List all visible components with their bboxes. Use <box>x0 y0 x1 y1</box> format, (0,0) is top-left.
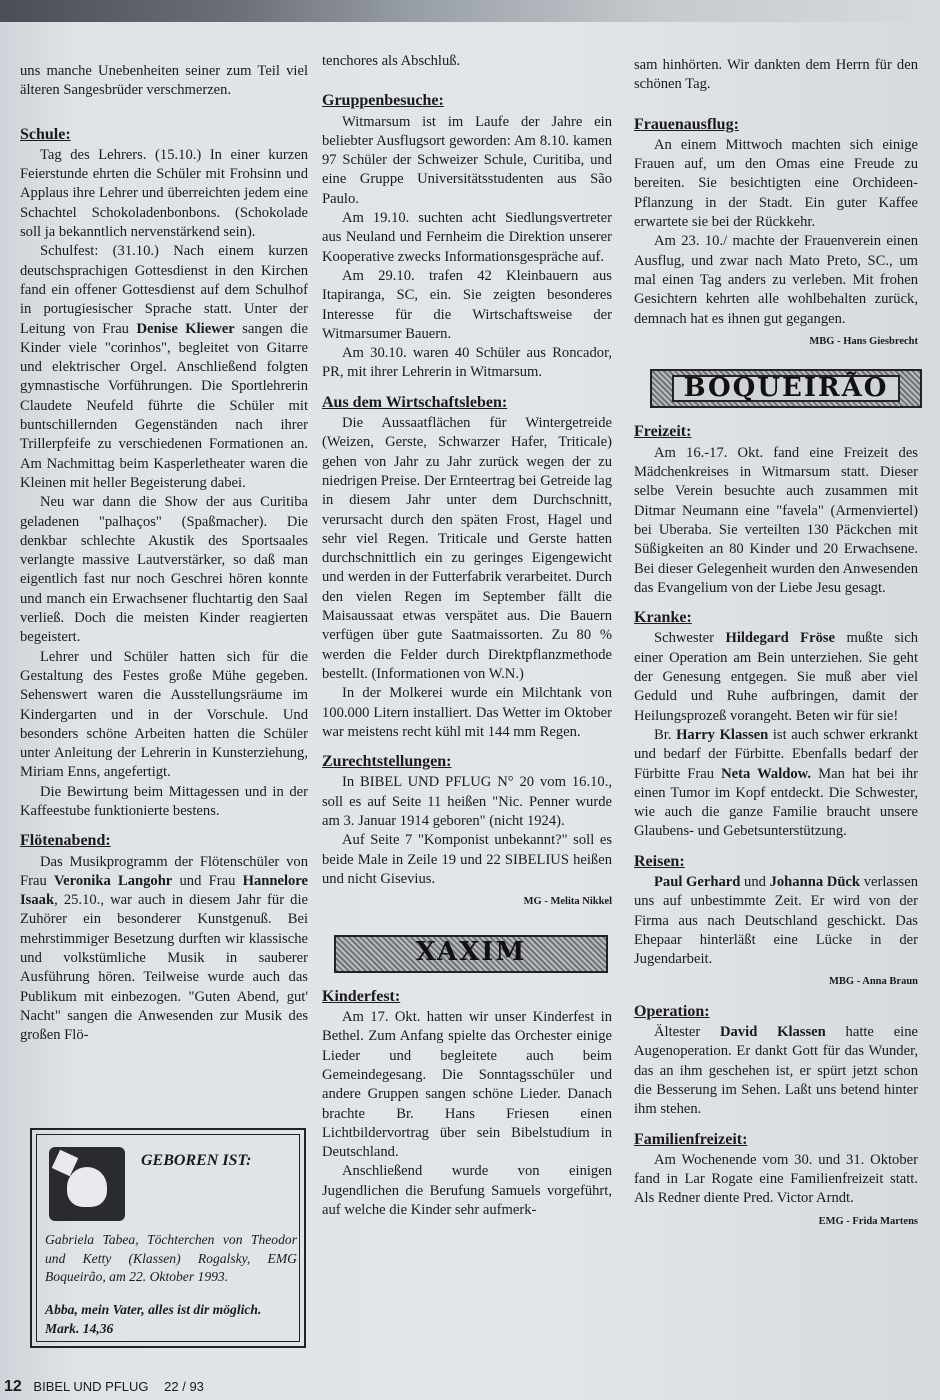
paragraph: Paul Gerhard und Johanna Dück verlassen uns auf unbestimmte Zeit. Er wird von der Firma aus nach Deutschland geschickt. Das Ehepaar hinterläßt eine Lücke in der Jugendarbeit. <box>634 873 918 968</box>
paragraph: Br. Harry Klassen ist auch schwer erkrankt und bedarf der Fürbitte. Ebenfalls bedarf der Fürbitte Frau Neta Waldow. Man hat bei ihr einen Tumor im Kopf entdeckt. Die Schwester, wie auch die ganze Familie braucht unsere Glaubens- und Gebetsunterstützung. <box>634 726 918 840</box>
author-signature: MBG - Hans Giesbrecht <box>809 335 918 347</box>
paragraph: Schwester Hildegard Fröse mußte sich einer Operation am Bein unterziehen. Sie geht der Genesung entgegen. Sie muß aber viel Geduld und Ruhe aufbringen, damit der Heilungsprozeß vorangeht. Beten wir für sie! <box>634 630 918 724</box>
birth-announcement-title: GEBOREN IST: <box>141 1152 252 1169</box>
person-name: Harry Klassen <box>676 726 769 743</box>
birth-announcement-text: Gabriela Tabea, Töchterchen von Theodor und Ketty (Klassen) Rogalsky, EMG Boqueirão, am 22. Oktober 1993. <box>45 1232 297 1284</box>
paragraph: Tag des Lehrers. (15.10.) In einer kurzen Feierstunde ehrten die Schüler mit Frohsinn und Applaus ihre Lehrer und überreichten jedem eine Schachtel Schokoladenbonbons. (Schokolade soll ja bekanntlich nervenstärkend sein). <box>20 146 308 241</box>
section-heading-reisen: Reisen: <box>634 852 685 870</box>
column-left <box>20 62 308 1046</box>
paragraph: In BIBEL UND PFLUG N° 20 vom 16.10., soll es auf Seite 11 heißen "Nic. Penner wurde am 3. Januar 1914 geboren" (nicht 1924). <box>322 774 612 829</box>
paragraph: Ältester David Klassen hatte eine Augenoperation. Er dankt Gott für das Wunder, das an ihm geschehen ist, er spürt jetzt schon die Besserung im Sehen. Laßt uns betend hinter ihm stehen. <box>634 1024 918 1118</box>
author-signature: EMG - Frida Martens <box>818 1215 918 1227</box>
person-name: Johanna Dück <box>769 873 861 890</box>
paragraph: Schulfest: (31.10.) Nach einem kurzen deutschsprachigen Gottesdienst in den Kirchen fand ein offener Gottesdienst auf dem Schulhof in portugiesischer Sprache statt. Unter der Leitung von Frau Denise Kliewer sangen die Kinder viele "corinhos", begleitet von Gitarre und elektrischer Orgel. Anschließend folgten gymnastische Vorführungen. Die Sportlehrerin Claudete Neufeld führte die Schüler mit buntschillernden Gegenständen nach ihrer Trillerpfeife zu verschiedenen Formationen an. Am Nachmittag beim Kasperletheater waren die Kleinen mit heller Begeisterung dabei. <box>20 243 308 491</box>
page-footer <box>4 1378 204 1396</box>
author-signature: MG - Melita Nikkel <box>523 896 612 908</box>
paragraph: Am Wochenende vom 30. und 31. Oktober fand in Lar Rogate eine Familienfreizeit statt. Als Redner diente Pred. Victor Arndt. <box>634 1151 918 1207</box>
paragraph: Am 30.10. waren 40 Schüler aus Roncador, PR, mit ihrer Lehrerin in Witmarsum. <box>322 345 612 381</box>
section-heading-schule: Schule: <box>20 125 71 143</box>
paragraph: Auf Seite 7 "Komponist unbekannt?" soll es beide Male in Zeile 19 und 22 SIBELIUS heißen und nicht Gisevius. <box>322 832 612 887</box>
paragraph: In der Molkerei wurde ein Milchtank von 100.000 Litern installiert. Das Wetter im Oktober war meistens recht kühl mit 144 mm Regen. <box>322 685 612 740</box>
page-top-edge <box>0 0 940 22</box>
person-name: Paul Gerhard <box>654 873 741 890</box>
paragraph: Das Musikprogramm der Flötenschüler von Frau Veronika Langohr und Frau Hannelore Isaak, 25.10., war auch in diesem Jahr für die Zuhörer ein besonderer Kunstgenuß. Bei mehrstimmiger Besetzung durften wir klassische und volkstümliche Musik in sauberer Ausführung hören. Teilweise wurde auch das Publikum mit einbezogen. "Guten Abend, gut' Nacht" sangen die Anwesenden zur Musik des großen Flö- <box>20 853 308 1044</box>
section-heading-wirtschaftsleben: Aus dem Wirtschaftsleben: <box>322 393 508 411</box>
person-name: Hannelore Isaak <box>20 872 308 909</box>
birth-announcement-frame <box>36 1134 300 1342</box>
section-heading-operation: Operation: <box>634 1002 710 1020</box>
section-heading-floetenabend: Flötenabend: <box>20 832 111 850</box>
paragraph: Am 19.10. suchten acht Siedlungsvertreter aus Neuland und Fernheim die Direktion unserer Kooperative zwecks Informationsgespräche auf. <box>322 210 612 265</box>
paragraph: Am 29.10. trafen 42 Kleinbauern aus Itapiranga, SC, ein. Sie zeigten besonderes Interesse für die Wirtschaftsweise der Witmarsumer Bauern. <box>322 267 612 342</box>
section-heading-kranke: Kranke: <box>634 609 692 627</box>
section-heading-familienfreizeit: Familienfreizeit: <box>634 1130 748 1148</box>
paragraph: Am 16.-17. Okt. fand eine Freizeit des Mädchenkreises in Witmarsum statt. Dieser selbe Verein besuchte auch zusammen mit Ditmar Neumann eine "favela" (Armenviertel) bei Uberaba. Sie verteilten 130 Päckchen mit Süßigkeiten an 80 Kinder und 20 Erwachsene. Bei dieser Gelegenheit wurden den Anwesenden das Evangelium von der Liebe Jesu gesagt. <box>634 444 918 596</box>
region-banner-boqueirao: BOQUEIRÃO <box>650 369 922 408</box>
paragraph: sam hinhörten. Wir dankten dem Herrn für den schönen Tag. <box>634 57 918 93</box>
stork-icon <box>49 1147 125 1221</box>
column-right <box>634 56 918 1231</box>
section-heading-gruppenbesuche: Gruppenbesuche: <box>322 92 444 110</box>
paragraph: Am 17. Okt. hatten wir unser Kinderfest in Bethel. Zum Anfang spielte das Orchester einige Lieder und begleitete auch beim Gemeindegesang. Die Sonntagsschüler und andere Gruppen sangen schöne Lieder. Danach brachte Br. Hans Friesen einen Lichtbildervortrag über sein Bibelstudium in Deutschland. <box>322 1009 612 1161</box>
person-name: David Klassen <box>720 1024 826 1041</box>
author-signature: MBG - Anna Braun <box>829 976 918 988</box>
paragraph: An einem Mittwoch machten sich einige Frauen auf, um den Omas eine Freude zu bereiten. Sie besichtigten eine Orchideen-Pflanzung in der Stadt. Ein guter Kaffee erwartete sie bei der Rückkehr. <box>634 136 918 231</box>
section-heading-zurechtstellungen: Zurechtstellungen: <box>322 753 452 771</box>
paragraph: Die Aussaatflächen für Wintergetreide (Weizen, Gerste, Schwarzer Hafer, Triticale) gehen von Jahr zu Jahr zurück wegen der zu niedrigen Preise. Der Ernteertrag bei Getreide lag in diesem Jahr unter dem Durchschnitt, verursacht durch den späten Frost, Hagel und sehr viel Regen. Triticale und Gerste hatten durchschnittlich ein zu geringes Eigengewicht und werden in der Futterfabrik verarbeitet. Durch den vielen Regen im September fällt die Maisaussaat etwas verspätet aus. Die Bauern verfügen über gute Saatmaissorten. Zu 80 % werden die Felder durch Direktpflanzmethode bestellt. (Informationen von W.N.) <box>322 415 612 682</box>
paragraph: Neu war dann die Show der aus Curitiba geladenen "palhaços" (Spaßmacher). Die denkbar schlechte Akustik des Sportsaales verlangte massive Lautverstärker, so daß man eigentlich fast nur noch Geschrei hören konnte und manch ein Erwachsener fluchtartig den Saal verließ. Doch die meisten Kinder reagierten begeistert. <box>20 494 308 646</box>
paragraph: Anschließend wurde von einigen Jugendlichen die Berufung Samuels vorgeführt, auf welche die Kinder sehr aufmerk- <box>322 1163 612 1219</box>
person-name: Hildegard Fröse <box>725 630 836 647</box>
paragraph: Lehrer und Schüler hatten sich für die Gestaltung des Festes große Mühe gegeben. Sehenswert waren die Ausstellungsräume im Kindergarten und in der Vorschule. Und besonders schöne Arbeiten hatten die Schüler unter Anleitung der Lehrerin in Kunsterziehung, Miriam Enns, angefertigt. <box>20 648 308 781</box>
bible-verse: Abba, mein Vater, alles ist dir möglich. Mark. 14,36 <box>45 1302 262 1336</box>
section-heading-frauenausflug: Frauenausflug: <box>634 115 739 133</box>
paragraph: Die Bewirtung beim Mittagessen und in der Kaffeestube funktionierte bestens. <box>20 783 308 819</box>
page-number: 12 <box>4 1378 22 1395</box>
section-heading-kinderfest: Kinderfest: <box>322 987 401 1005</box>
person-name: Veronika Langohr <box>53 872 173 889</box>
person-name: Neta Waldow. <box>721 765 812 782</box>
paragraph: Witmarsum ist im Laufe der Jahre ein beliebter Ausflugsort geworden: Am 8.10. kamen 97 Schüler der Schweizer Schule, Curitiba, und eine Gruppe Universitätsstudenten aus São Paulo. <box>322 113 612 207</box>
paragraph: tenchores als Abschluß. <box>322 53 461 69</box>
paragraph: uns manche Unebenheiten seiner zum Teil viel älteren Sangesbrüder verschmerzen. <box>20 63 308 99</box>
magazine-name: BIBEL UND PFLUG <box>33 1379 149 1394</box>
section-heading-freizeit: Freizeit: <box>634 423 692 441</box>
region-banner-xaxim: XAXIM <box>334 935 608 972</box>
birth-announcement-box <box>30 1128 306 1348</box>
person-name: Denise Kliewer <box>136 320 235 337</box>
paragraph: Am 23. 10./ machte der Frauenverein einen Ausflug, und zwar nach Mato Preto, SC., um mal einen Tag anders zu verleben. Mit frohen Gesichtern kehrten alle wohlbehalten zurück, demnach hat es ihnen gut gegangen. <box>634 233 918 327</box>
issue-number: 22 / 93 <box>164 1379 204 1394</box>
column-middle <box>322 52 612 1220</box>
